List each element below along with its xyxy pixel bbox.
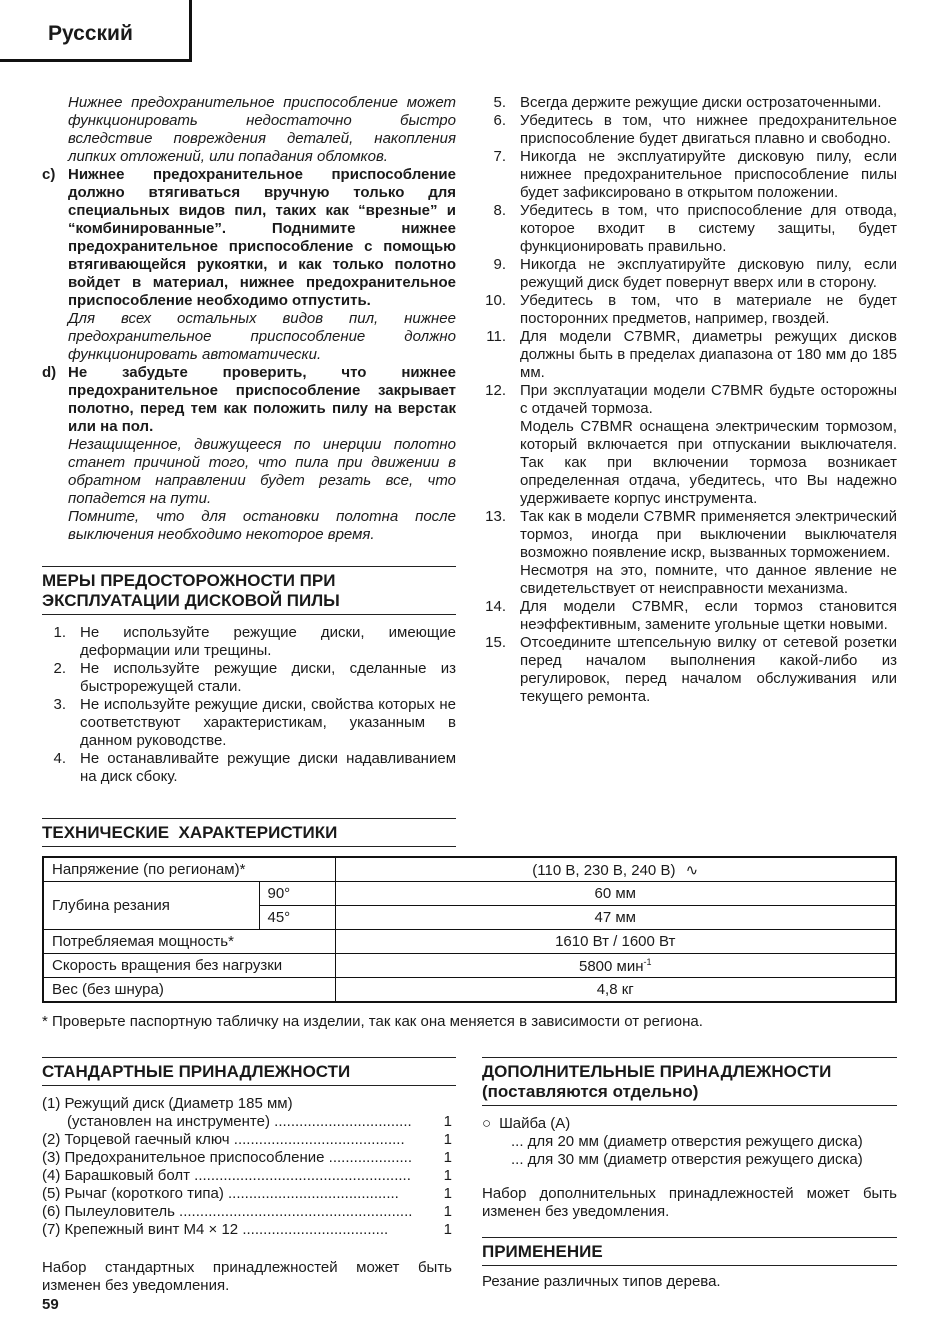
item-number: 1. <box>53 624 66 641</box>
item-c-italic: Для всех остальных видов пил, нижнее предохранительное приспособление должно функционировать автоматически. <box>68 310 456 363</box>
item-number: 9. <box>493 256 506 273</box>
accessory-qty: 1 <box>443 1149 452 1166</box>
item-number: 10. <box>485 292 506 309</box>
depth-label: Глубина резания <box>43 882 259 930</box>
list-item <box>42 750 456 786</box>
accessory-label: (5) Рычаг (короткого типа) <box>42 1185 224 1202</box>
dot-leader: ......................................... <box>223 1185 399 1202</box>
list-item <box>482 94 897 112</box>
depth-45-angle: 45° <box>259 906 335 930</box>
item-text: Не используйте режущие диски, свойства которых не соответствуют характеристикам, указанным в данном руководстве. <box>80 696 456 749</box>
voltage-value-cell <box>335 857 896 882</box>
list-item <box>482 328 897 382</box>
list-item <box>42 624 456 660</box>
accessory-qty: 1 <box>443 1185 452 1202</box>
item-d-bold: Не забудьте проверить, что нижнее предохранительное приспособление закрывает полотно, перед тем как положить пилу на верстак или на пол. <box>68 364 456 435</box>
item-d-italic-2: Помните, что для остановки полотна после выключения необходимо некоторое время. <box>68 508 456 543</box>
item-text: Убедитесь в том, что нижнее предохранительное приспособление будет двигаться плавно и свободно. <box>520 112 897 147</box>
washer-line-1: ... для 20 мм (диаметр отверстия режущего диска) <box>511 1133 863 1150</box>
washer-item <box>482 1115 897 1133</box>
dot-leader: .................... <box>324 1149 413 1166</box>
ac-symbol-icon: ∿ <box>685 861 699 879</box>
item-extra-text: Несмотря на это, помните, что данное явление не свидетельствует от неисправности механизма. <box>520 562 897 597</box>
optional-accessories-list <box>482 1115 897 1221</box>
table-row <box>43 954 896 978</box>
list-item <box>42 1203 452 1221</box>
specs-footnote: * Проверьте паспортную табличку на изделии, так как она меняется в зависимости от региона. <box>42 1013 703 1030</box>
dot-leader: .................................................... <box>190 1167 411 1184</box>
power-value: 1610 Вт / 1600 Вт <box>335 930 896 954</box>
application-heading <box>482 1237 897 1266</box>
item-number: 14. <box>485 598 506 615</box>
item-number: 4. <box>53 750 66 767</box>
item-d-label: d) <box>42 364 57 381</box>
item-number: 11. <box>486 328 506 345</box>
table-row <box>43 978 896 1003</box>
list-item <box>482 634 897 706</box>
dot-leader: ................................. <box>269 1113 412 1130</box>
language-tab <box>0 0 192 62</box>
item-number: 13. <box>485 508 506 525</box>
table-row <box>43 930 896 954</box>
list-item <box>42 1221 452 1239</box>
speed-value: 5800 мин <box>578 957 644 975</box>
precautions-heading-line2: ЭКСПЛУАТАЦИИ ДИСКОВОЙ ПИЛЫ <box>42 591 340 610</box>
accessory-label: (7) Крепежный винт M4 × 12 <box>42 1221 239 1238</box>
item-text: При эксплуатации модели C7BMR будьте осторожны с отдачей тормоза. <box>520 382 897 417</box>
list-item <box>482 382 897 508</box>
item-c <box>42 166 456 364</box>
item-number: 3. <box>53 696 66 713</box>
item-number: 7. <box>493 148 506 165</box>
item-text: Не используйте режущие диски, сделанные из быстрорежущей стали. <box>80 660 456 695</box>
page-number: 59 <box>42 1296 59 1313</box>
optional-accessories-heading <box>482 1057 897 1106</box>
item-c-label: c) <box>42 166 56 183</box>
item-number: 8. <box>493 202 506 219</box>
washer-label: Шайба (A) <box>499 1115 571 1132</box>
standard-accessories-list <box>42 1095 452 1295</box>
item-number: 5. <box>493 94 506 111</box>
washer-line-2: ... для 30 мм (диаметр отверстия режущего диска) <box>511 1151 863 1168</box>
circle-bullet-icon: ○ <box>482 1115 492 1132</box>
weight-label: Вес (без шнура) <box>43 978 335 1003</box>
optional-accessories-note: Набор дополнительных принадлежностей может быть изменен без уведомления. <box>482 1185 897 1220</box>
precautions-heading <box>42 566 456 615</box>
item-text: Для модели C7BMR, диаметры режущих дисков должны быть в пределах диапазона от 180 мм до 185 мм. <box>520 328 897 381</box>
item-text: Так как в модели C7BMR применяется электрический тормоз, иногда при выключении выключателя возможно появление искр, вызванных торможением. <box>520 508 897 561</box>
precautions-heading-line1: МЕРЫ ПРЕДОСТОРОЖНОСТИ ПРИ <box>42 571 336 590</box>
speed-unit-exponent: -1 <box>643 956 652 967</box>
optional-accessories-heading-line1: ДОПОЛНИТЕЛЬНЫЕ ПРИНАДЛЕЖНОСТИ <box>482 1062 832 1081</box>
list-item <box>42 1167 452 1185</box>
speed-label: Скорость вращения без нагрузки <box>43 954 335 978</box>
weight-value: 4,8 кг <box>335 978 896 1003</box>
dot-leader: ........................................................ <box>174 1203 413 1220</box>
optional-accessories-heading-line2: (поставляются отдельно) <box>482 1082 699 1101</box>
item-text: Не останавливайте режущие диски надавливанием на диск сбоку. <box>80 750 456 785</box>
depth-90-value: 60 мм <box>335 882 896 906</box>
specs-heading-text: ТЕХНИЧЕСКИЕ ХАРАКТЕРИСТИКИ <box>42 823 338 842</box>
item-extra-text: Модель C7BMR оснащена электрическим тормозом, который включается при отпускании выключателя. Так как при включении тормоза возникает определенная отдача, убедитесь, что Вы надежно удерживаете корпус инструмента. <box>520 418 897 507</box>
list-item <box>482 292 897 328</box>
item-c-bold: Нижнее предохранительное приспособление должно втягиваться вручную только для специальных видов пил, таких как “врезные” и “комбинированные”. Поднимите нижнее предохранительное приспособление с помощью втягивающейся рукоятки, и как только полотно войдет в материал, нижнее предохранительное приспособление необходимо отпустить. <box>68 166 456 309</box>
accessory-qty: 1 <box>443 1203 452 1220</box>
list-item <box>42 1149 452 1167</box>
item-d-italic-1: Незащищенное, движущееся по инерции полотно станет причиной того, что пила при движении в обратном направлении будет резать все, что попадется на пути. <box>68 436 456 507</box>
list-item <box>42 1113 452 1131</box>
accessory-qty: 1 <box>443 1131 452 1148</box>
standard-accessories-heading <box>42 1057 456 1086</box>
list-item <box>482 112 897 148</box>
accessory-label: (6) Пылеуловитель <box>42 1203 175 1220</box>
language-label: Русский <box>48 22 133 45</box>
item-text: Никогда не эксплуатируйте дисковую пилу, если режущий диск будет повернут вверх или в сторону. <box>520 256 897 291</box>
voltage-value: (110 В, 230 В, 240 В) <box>532 861 676 879</box>
item-text: Отсоедините штепсельную вилку от сетевой розетки перед началом выполнения какой-либо из регулировок, перед началом обслуживания или текущего ремонта. <box>520 634 897 705</box>
list-item <box>482 148 897 202</box>
list-item <box>42 696 456 750</box>
standard-accessories-heading-text: СТАНДАРТНЫЕ ПРИНАДЛЕЖНОСТИ <box>42 1062 351 1081</box>
item-text: Всегда держите режущие диски острозаточенными. <box>520 94 882 111</box>
item-text: Для модели C7BMR, если тормоз становится неэффективным, замените угольные щетки новыми. <box>520 598 897 633</box>
specs-table <box>42 856 897 1003</box>
intro-italic: Нижнее предохранительное приспособление может функционировать недостаточно быстро вследствие повреждения деталей, накопления липких отложений, или попадания обломков. <box>68 94 456 165</box>
accessory-qty: 1 <box>443 1167 452 1184</box>
application-heading-text: ПРИМЕНЕНИЕ <box>482 1242 603 1261</box>
precautions-left-list <box>42 624 456 786</box>
standard-accessories-note: Набор стандартных принадлежностей может быть изменен без уведомления. <box>42 1259 452 1294</box>
dot-leader: ......................................... <box>229 1131 405 1148</box>
list-item <box>42 1185 452 1203</box>
accessory-label: (3) Предохранительное приспособление <box>42 1149 325 1166</box>
depth-45-value: 47 мм <box>335 906 896 930</box>
item-number: 6. <box>493 112 506 129</box>
accessory-label: (2) Торцевой гаечный ключ <box>42 1131 230 1148</box>
accessory-label: (4) Барашковый болт <box>42 1167 191 1184</box>
accessory-qty: 1 <box>443 1113 452 1130</box>
list-item <box>482 256 897 292</box>
list-item <box>42 1131 452 1149</box>
accessory-label: (установлен на инструменте) <box>67 1113 270 1130</box>
list-item <box>42 660 456 696</box>
accessory-item-1-line1: (1) Режущий диск (Диаметр 185 мм) <box>42 1095 293 1112</box>
application-text: Резание различных типов дерева. <box>482 1273 721 1290</box>
specs-heading <box>42 818 456 847</box>
depth-90-angle: 90° <box>259 882 335 906</box>
speed-value-cell <box>335 954 896 978</box>
power-label: Потребляемая мощность* <box>43 930 335 954</box>
list-item <box>482 202 897 256</box>
list-item <box>482 508 897 598</box>
table-row <box>43 857 896 882</box>
precautions-right-list <box>482 94 897 706</box>
item-number: 2. <box>53 660 66 677</box>
list-item <box>482 598 897 634</box>
item-text: Никогда не эксплуатируйте дисковую пилу, если нижнее предохранительное приспособление пилы будет зафиксировано в открытом положении. <box>520 148 897 201</box>
dot-leader: ................................... <box>238 1221 389 1238</box>
left-top-section <box>42 94 456 544</box>
item-text: Не используйте режущие диски, имеющие деформации или трещины. <box>80 624 456 659</box>
item-text: Убедитесь в том, что в материале не будет посторонних предметов, например, гвоздей. <box>520 292 897 327</box>
item-d <box>42 364 456 544</box>
voltage-label: Напряжение (по регионам)* <box>43 857 335 882</box>
accessory-qty: 1 <box>443 1221 452 1238</box>
item-number: 15. <box>485 634 506 651</box>
item-number: 12. <box>485 382 506 399</box>
table-row <box>43 882 896 906</box>
item-text: Убедитесь в том, что приспособление для отвода, которое входит в систему защиты, будет функционировать правильно. <box>520 202 897 255</box>
